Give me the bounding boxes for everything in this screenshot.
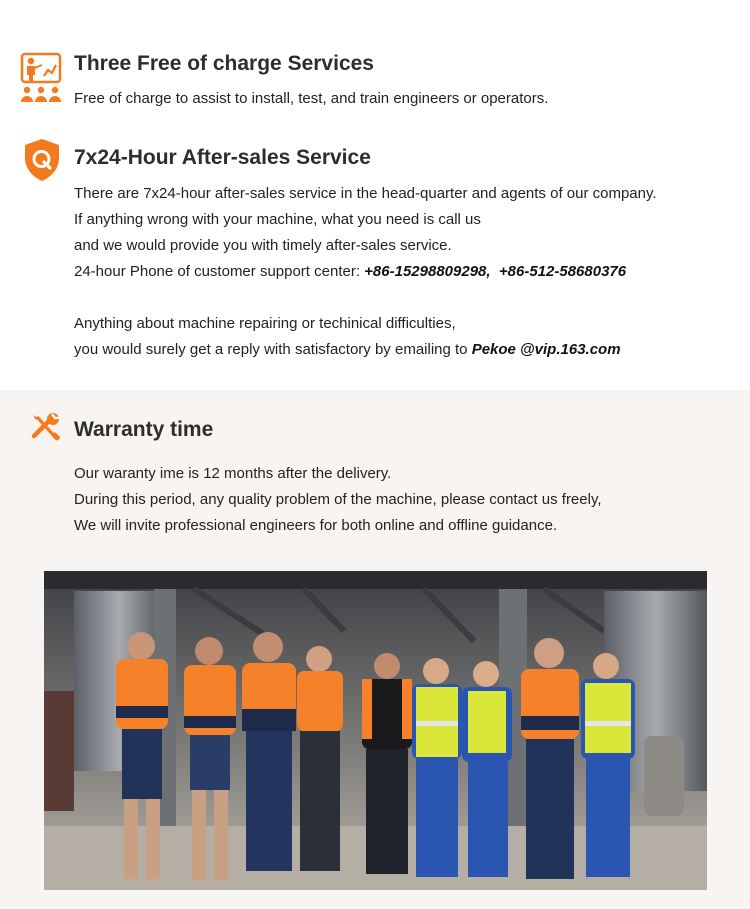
- after-sales-title: 7x24-Hour After-sales Service: [74, 146, 371, 169]
- support-phone-1[interactable]: +86-15298809298,: [364, 263, 491, 280]
- shield-q-icon: [23, 138, 61, 182]
- trainer-presentation-icon: [20, 52, 62, 104]
- support-email-line: [74, 337, 621, 363]
- free-services-title: Three Free of charge Services: [74, 52, 374, 75]
- support-phone-label: 24-hour Phone of customer support center:: [74, 263, 365, 280]
- free-services-text: Free of charge to assist to install, test, and train engineers or operators.: [74, 90, 549, 107]
- wrench-screwdriver-icon: [30, 412, 62, 444]
- support-phone-line: [74, 259, 626, 285]
- after-sales-line-3: and we would provide you with timely after-sales service.: [74, 237, 452, 254]
- support-email-link[interactable]: Pekoe @vip.163.com: [471, 341, 621, 358]
- support-phone-2[interactable]: +86-512-58680376: [498, 263, 627, 280]
- after-sales-line-1: There are 7x24-hour after-sales service in the head-quarter and agents of our company.: [74, 185, 657, 202]
- warranty-line-2: During this period, any quality problem of the machine, please contact us freely,: [74, 491, 602, 508]
- after-sales-line-2: If anything wrong with your machine, what you need is call us: [74, 211, 481, 228]
- after-sales-line-5: Anything about machine repairing or techinical difficulties,: [74, 315, 456, 332]
- support-email-label: you would surely get a reply with satisfactory by emailing to: [74, 341, 472, 358]
- warranty-line-1: Our waranty ime is 12 months after the delivery.: [74, 465, 392, 482]
- warranty-line-3: We will invite professional engineers for both online and offline guidance.: [74, 517, 558, 534]
- warranty-title: Warranty time: [74, 418, 214, 441]
- person-group: [116, 632, 635, 880]
- team-photo: [44, 571, 707, 890]
